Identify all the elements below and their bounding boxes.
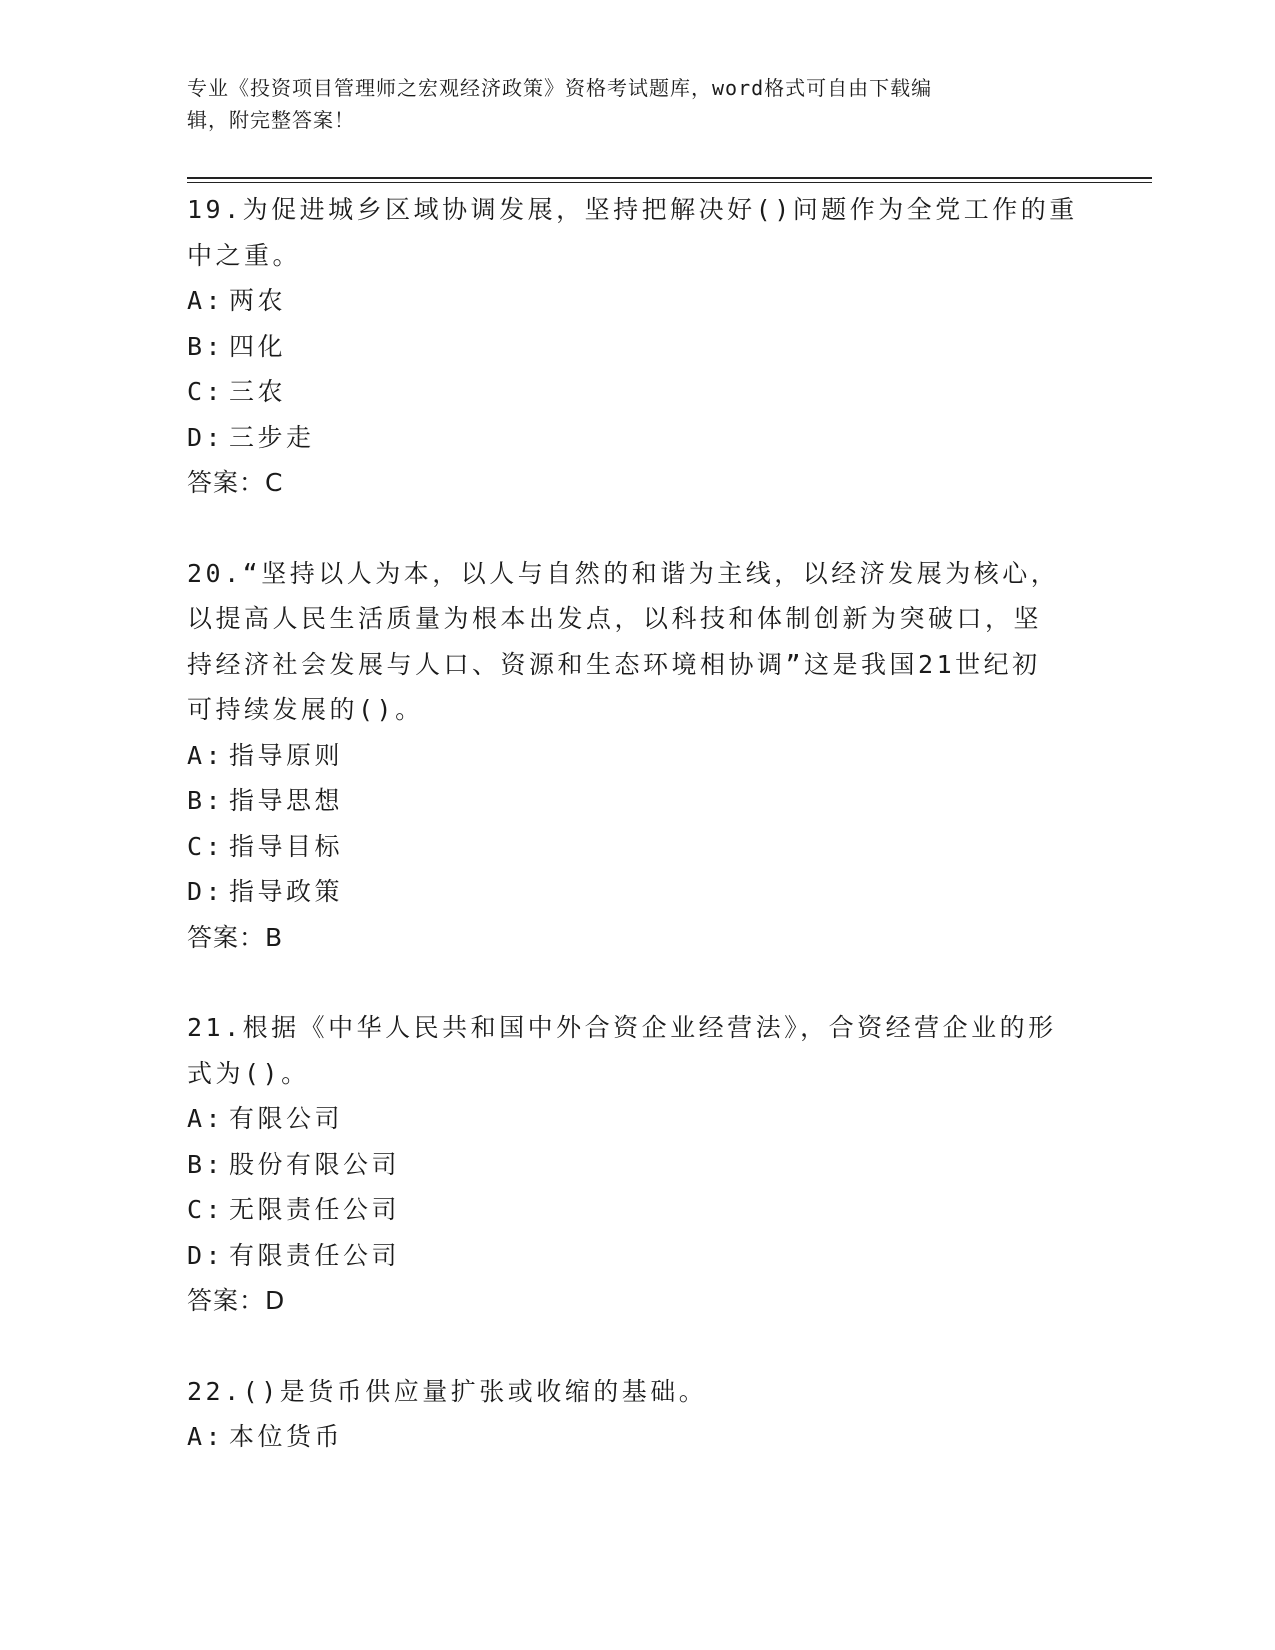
answer-option <box>187 869 1067 915</box>
answer-option <box>187 415 1067 461</box>
option-label: A: <box>187 1104 225 1133</box>
question-stem-line: 20.“坚持以人为本，以人与自然的和谐为主线，以经济发展为核心， <box>187 558 1060 588</box>
question-block <box>187 1369 1067 1460</box>
option-label: B: <box>187 786 225 815</box>
question-block <box>187 1005 1067 1324</box>
answer-option <box>187 324 1067 370</box>
option-text: 本位货币 <box>229 1422 344 1451</box>
option-text: 指导思想 <box>229 786 344 815</box>
answer-option <box>187 1233 1067 1279</box>
option-text: 股份有限公司 <box>229 1149 401 1179</box>
option-label: C: <box>187 831 225 861</box>
answer-option <box>187 1414 1067 1460</box>
answer-option <box>187 1187 1067 1233</box>
option-text: 有限公司 <box>229 1104 344 1133</box>
option-label: C: <box>187 1195 225 1224</box>
answer-option <box>187 778 1067 824</box>
question-stem-line: 21.根据《中华人民共和国中外合资企业经营法》，合资经营企业的形 <box>187 1013 1057 1042</box>
document-header <box>187 72 1067 136</box>
header-divider-thick <box>187 177 1152 179</box>
option-label: A: <box>187 286 225 315</box>
answer-key: 答案：D <box>187 1286 286 1315</box>
answer-option <box>187 278 1067 324</box>
question-list <box>187 187 1078 1505</box>
question-stem-line: 以提高人民生活质量为根本出发点，以科技和体制创新为突破口，坚 <box>187 604 1043 633</box>
question-stem <box>187 1369 1067 1415</box>
header-line-1: 专业《投资项目管理师之宏观经济政策》资格考试题库，word格式可自由下载编 <box>187 76 933 100</box>
option-label: A: <box>187 740 225 770</box>
option-label: C: <box>187 377 225 406</box>
question-stem-line: 式为()。 <box>187 1058 310 1088</box>
option-text: 四化 <box>229 331 287 361</box>
option-label: B: <box>187 331 225 361</box>
question-block <box>187 551 1067 961</box>
option-label: B: <box>187 1149 225 1179</box>
question-stem-line: 中之重。 <box>187 240 302 270</box>
option-text: 两农 <box>229 286 287 315</box>
option-text: 指导原则 <box>229 740 344 770</box>
option-text: 指导政策 <box>229 877 344 906</box>
question-stem <box>187 1005 1067 1096</box>
option-text: 三农 <box>229 377 287 406</box>
answer-option <box>187 369 1067 415</box>
header-line-2: 辑，附完整答案！ <box>187 108 355 132</box>
option-text: 有限责任公司 <box>229 1240 401 1270</box>
answer-key: 答案：B <box>187 922 284 952</box>
answer-option <box>187 1096 1067 1142</box>
option-text: 无限责任公司 <box>229 1195 401 1224</box>
question-stem-line: 持经济社会发展与人口、资源和生态环境相协调”这是我国21世纪初 <box>187 649 1041 679</box>
option-label: D: <box>187 422 225 452</box>
option-text: 指导目标 <box>229 831 344 861</box>
option-text: 三步走 <box>229 422 315 452</box>
question-block <box>187 187 1078 506</box>
answer-option <box>187 824 1067 870</box>
option-label: D: <box>187 877 225 906</box>
question-stem-line: 22.()是货币供应量扩张或收缩的基础。 <box>187 1376 708 1406</box>
question-stem-line: 19.为促进城乡区域协调发展，坚持把解决好()问题作为全党工作的重 <box>187 195 1078 224</box>
answer-option <box>187 733 1067 779</box>
option-label: A: <box>187 1422 225 1451</box>
answer-option <box>187 1142 1067 1188</box>
question-stem <box>187 187 1078 278</box>
question-stem-line: 可持续发展的()。 <box>187 695 424 724</box>
option-label: D: <box>187 1240 225 1270</box>
answer-key: 答案：C <box>187 468 284 497</box>
header-divider-thin <box>187 182 1152 183</box>
question-stem <box>187 551 1067 733</box>
